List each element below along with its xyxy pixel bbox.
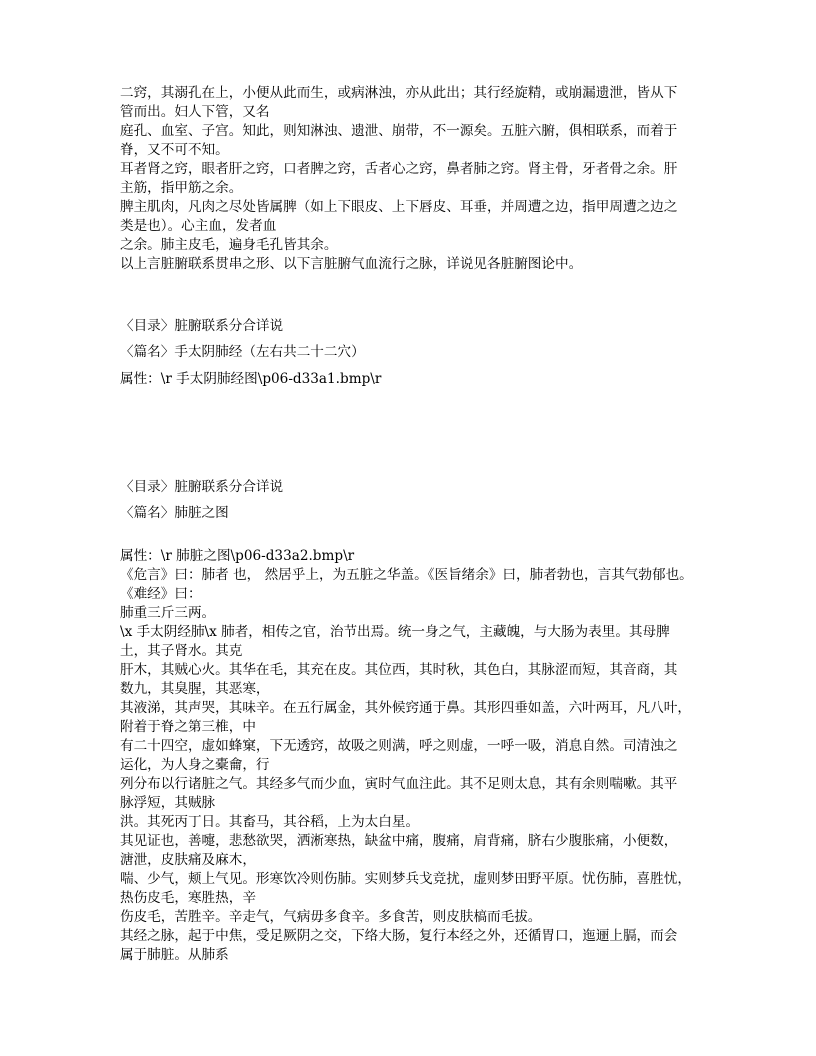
text-line: 脉浮短，其贼脉 xyxy=(120,795,216,811)
text-line: 喘、少气，颊上气见。形寒饮冷则伤肺。实则梦兵戈竞扰，虚则梦田野平原。忧伤肺，喜胜忧， xyxy=(120,871,691,887)
text-line: 土，其子肾水。其克 xyxy=(120,643,243,659)
text-line: 脾主肌肉，凡肉之尽处皆属脾（如上下眼皮、上下唇皮、耳垂，并周遭之边，指甲周遭之边之 xyxy=(120,199,678,215)
text-line: 其液涕，其声哭，其味辛。在五行属金，其外候窍通于鼻。其形四垂如盖，六叶两耳，凡八叶， xyxy=(120,700,691,716)
text-line: 耳者肾之窍，眼者肝之窍，口者脾之窍，舌者心之窍，鼻者肺之窍。肾主骨，牙者骨之余。肝 xyxy=(120,161,678,177)
text-line: 肝木，其贼心火。其华在毛，其充在皮。其位西，其时秋，其色白，其脉涩而短，其音商，其 xyxy=(120,662,678,678)
image-attribute: 属性：\r 手太阴肺经图\p06-d33a1.bmp\r xyxy=(120,371,382,387)
text-line: 肺重三斤三两。 xyxy=(120,605,216,621)
text-line: 二窍，其溺孔在上，小便从此而生，或病淋浊，亦从此出；其行经旋精，或崩漏遗泄，皆从下 xyxy=(120,85,678,101)
text-line: 附着于脊之第三椎，中 xyxy=(120,719,256,735)
text-line: 有二十四空，虚如蜂窠，下无透窍，故吸之则满，呼之则虚，一呼一吸，消息自然。司清浊之 xyxy=(120,738,678,754)
text-line: 以上言脏腑联系贯串之形、以下言脏腑气血流行之脉，详说见各脏腑图论中。 xyxy=(120,256,583,272)
chapter-title: 〈篇名〉肺脏之图 xyxy=(120,505,229,521)
text-line: 管而出。妇人下管，又名 xyxy=(120,104,270,120)
text-line: \x 手太阴经肺\x 肺者，相传之官，治节出焉。统一身之气，主藏魄，与大肠为表里。其母脾 xyxy=(120,624,670,640)
text-line: 热伤皮毛，寒胜热，辛 xyxy=(120,890,256,906)
text-line: 脊，又不可不知。 xyxy=(120,142,229,158)
text-line: 溏泄，皮肤痛及麻木， xyxy=(120,852,256,868)
text-line: 洪。其死丙丁日。其畜马，其谷稻，上为太白星。 xyxy=(120,814,420,830)
text-line: 主筋，指甲筋之余。 xyxy=(120,180,243,196)
image-attribute: 属性：\r 肺脏之图\p06-d33a2.bmp\r xyxy=(120,548,355,564)
text-line: 《难经》曰： xyxy=(120,586,202,602)
text-line: 数九，其臭腥，其恶寒， xyxy=(120,681,270,697)
text-line: 运化，为人身之橐龠，行 xyxy=(120,757,270,773)
catalog-heading: 〈目录〉脏腑联系分合详说 xyxy=(120,318,284,334)
text-line: 列分布以行诸脏之气。其经多气而少血，寅时气血注此。其不足则太息，其有余则喘嗽。其平 xyxy=(120,776,678,792)
text-line: 之余。肺主皮毛，遍身毛孔皆其余。 xyxy=(120,237,338,253)
text-line: 属于肺脏。从肺系 xyxy=(120,947,229,963)
text-line: 类是也）。心主血，发者血 xyxy=(120,218,277,234)
text-line: 其经之脉，起于中焦，受足厥阴之交，下络大肠，复行本经之外，还循胃口，迤逦上膈，而会 xyxy=(120,928,678,944)
text-line: 《危言》曰：肺者 也， 然居乎上，为五脏之华盖。《医旨绪余》曰，肺者勃也，言其气勃郁也。 xyxy=(120,567,693,583)
text-line: 其见证也，善嚏，悲愁欲哭，洒淅寒热，缺盆中痛，腹痛，肩背痛，脐右少腹胀痛，小便数， xyxy=(120,833,678,849)
text-line: 庭孔、血室、子宫。知此，则知淋浊、遗泄、崩带，不一源矣。五脏六腑，俱相联系，而着于 xyxy=(120,123,678,139)
text-line: 伤皮毛，苦胜辛。辛走气，气病毋多食辛。多食苦，则皮肤槁而毛拔。 xyxy=(120,909,542,925)
chapter-title: 〈篇名〉手太阴肺经（左右共二十二穴） xyxy=(120,344,365,360)
catalog-heading: 〈目录〉脏腑联系分合详说 xyxy=(120,479,284,495)
